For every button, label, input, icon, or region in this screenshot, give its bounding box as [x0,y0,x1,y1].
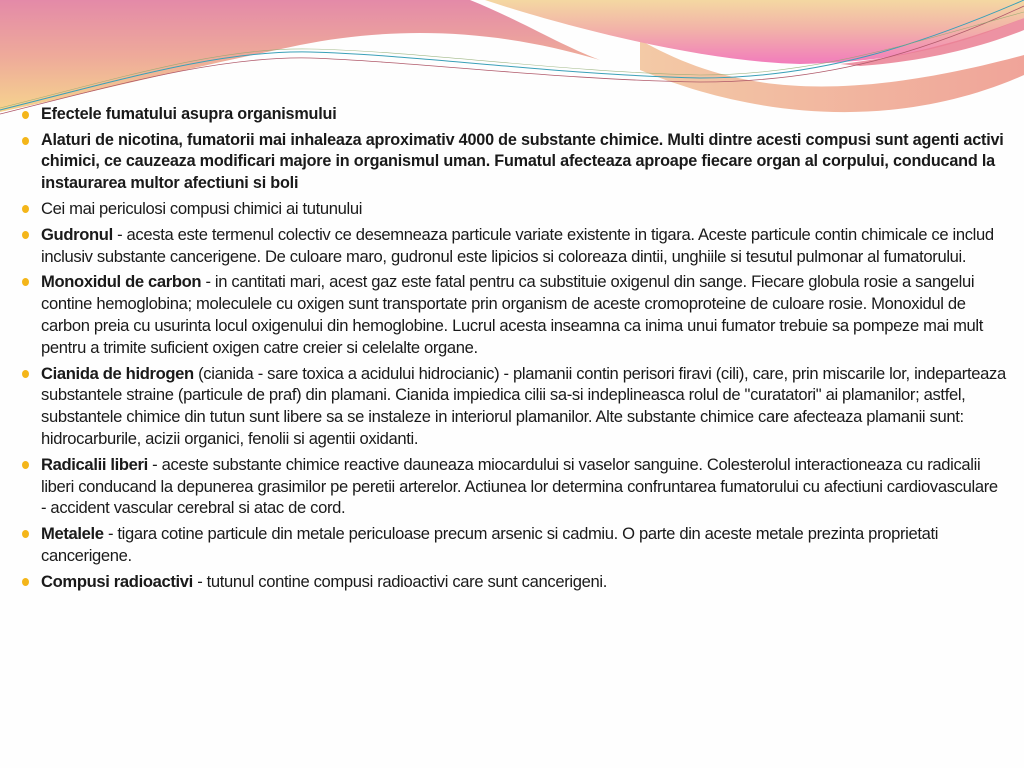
bullet-text: Alaturi de nicotina, fumatorii mai inhaleaza aproximativ 4000 de substante chimice. Multi dintre acesti compusi sunt agenti activi chimici, ce cauzeaza modificari majore in organismul uman. Fumatul afecteaza aproape fiecare organ al corpului, conducand la instaurarea multor afectiuni si boli [41,130,1004,192]
bullet-term: Gudronul [41,224,113,244]
bullet-dot-icon [22,111,29,119]
bullet-text: (cianida - sare toxica a acidului hidrocianic) - plamanii contin perisori firavi (cili), care, prin miscarile lor, indeparteaza substantele straine (particule de praf) din plamani. Cianida impiedica cilii sa-si indeplineasca rolul de "curatatori" ai plamanilor; astfel, substantele chimice din tutun sunt libere sa se instaleze in interiorul plamanilor. Alte substante chimice care afecteaza plamanii sunt: hidrocarburile, acizii organici, fenolii si agentii oxidanti. [41,363,1006,448]
slide-content [22,104,1007,597]
bullet-text: - in cantitati mari, acest gaz este fatal pentru ca substituie oxigenul din sange. Fiecare globula rosie a sangelui contine hemoglobina; moleculele cu oxigen sunt transportate prin organism de aceste cromoproteine de culoare rosie. Monoxidul de carbon preia cu usurinta locul oxigenului din hemoglobine. Lucrul acesta inseamna ca inima unui fumator trebuie sa pompeze mai mult pentru a trimite suficient oxigen catre creier si celelalte organe. [41,272,984,357]
bullet-dot-icon [22,461,29,469]
bullet-term: Compusi radioactivi [41,571,193,591]
bullet-dot-icon [22,205,29,213]
header-wave-decoration [0,0,1024,120]
bullet-dot-icon [22,370,29,378]
bullet-dot-icon [22,231,29,239]
bullet-text: - acesta este termenul colectiv ce desemneaza particule variate existente in tigara. Aceste particule contin chimicale ce includ inclusiv substante cancerigene. De culoare maro, gudronul este lipicios si coloreaza dintii, unghiile si tesutul pulmonar al fumatorului. [41,224,994,266]
bullet-item-metalele [22,523,1007,567]
bullet-dot-icon [22,578,29,586]
bullet-dot-icon [22,137,29,145]
bullet-dot-icon [22,530,29,538]
bullet-item-subheading [22,198,1007,220]
bullet-item-radioactivi [22,571,1007,593]
bullet-term: Cianida de hidrogen [41,363,194,383]
bullet-item-title [22,104,1007,126]
bullet-list [22,104,1007,593]
bullet-term: Metalele [41,524,104,544]
bullet-item-gudronul [22,224,1007,268]
bullet-item-radicalii [22,454,1007,519]
bullet-item-cianida [22,363,1007,450]
bullet-text: Cei mai periculosi compusi chimici ai tutunului [41,199,363,218]
bullet-term: Radicalii liberi [41,454,148,474]
bullet-text: - tigara cotine particule din metale periculoase precum arsenic si cadmiu. O parte din aceste metale prezinta proprietati cancerigene. [41,524,939,565]
bullet-text: - aceste substante chimice reactive dauneaza miocardului si vaselor sanguine. Colesterolul interactioneaza cu radicalii liberi conducand la depunerea grasimilor pe peretii arterelor. Actiunea lor determina confruntarea fumatorului cu afectiuni cardiovasculare - accident vascular cerebral si atac de cord. [41,454,998,518]
bullet-text: Efectele fumatului asupra organismului [41,105,337,123]
bullet-term: Monoxidul de carbon [41,272,202,292]
bullet-text: - tutunul contine compusi radioactivi care sunt cancerigeni. [192,571,607,591]
bullet-dot-icon [22,278,29,286]
bullet-item-monoxid [22,271,1007,358]
bullet-item-intro [22,130,1007,195]
